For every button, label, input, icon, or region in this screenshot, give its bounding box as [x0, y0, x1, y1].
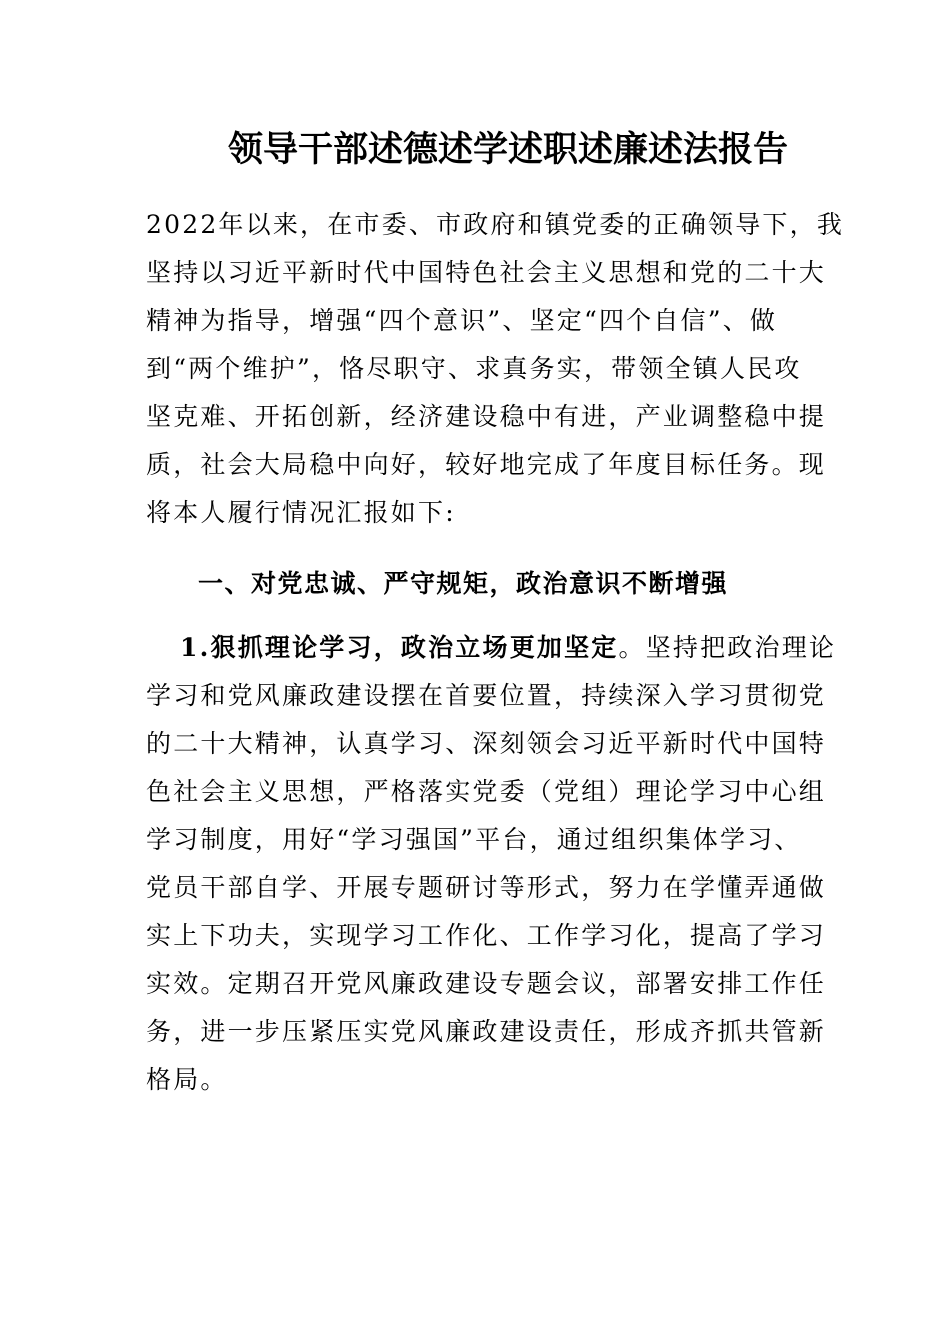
subsection-line: 党员干部自学、开展专题研讨等形式，努力在学懂弄通做 — [146, 873, 827, 902]
intro-line: 2022年以来，在市委、市政府和镇党委的正确领导下，我 — [146, 210, 845, 239]
section-heading: 一、对党忠诚、严守规矩，政治意识不断增强 — [198, 569, 729, 598]
intro-line: 到“两个维护”，恪尽职守、求真务实，带领全镇人民攻 — [146, 354, 802, 383]
subsection-line: 格局。 — [146, 1065, 228, 1094]
subsection-line: 实效。定期召开党风廉政建设专题会议，部署安排工作任 — [146, 969, 827, 998]
intro-line: 精神为指导，增强“四个意识”、坚定“四个自信”、做 — [146, 306, 778, 335]
intro-line: 将本人履行情况汇报如下: — [146, 498, 456, 527]
subsection-line: 的二十大精神，认真学习、深刻领会习近平新时代中国特 — [146, 729, 827, 758]
intro-line: 坚持以习近平新时代中国特色社会主义思想和党的二十大 — [146, 258, 827, 287]
subsection-paragraph — [146, 624, 837, 1104]
intro-paragraph — [146, 201, 845, 537]
subsection-first-line — [146, 624, 837, 672]
intro-line: 坚克难、开拓创新，经济建设稳中有进，产业调整稳中提 — [146, 402, 827, 431]
document-title: 领导干部述德述学述职述廉述法报告 — [228, 129, 789, 170]
subsection-title: 1.狠抓理论学习，政治立场更加坚定 — [180, 633, 619, 662]
subsection-first-text: 。坚持把政治理论 — [618, 633, 837, 662]
intro-line: 质，社会大局稳中向好，较好地完成了年度目标任务。现 — [146, 450, 827, 479]
subsection-line: 色社会主义思想，严格落实党委（党组）理论学习中心组 — [146, 777, 827, 806]
subsection-line: 实上下功夫，实现学习工作化、工作学习化，提高了学习 — [146, 921, 827, 950]
subsection-line: 务，进一步压紧压实党风廉政建设责任，形成齐抓共管新 — [146, 1017, 827, 1046]
subsection-line: 学习和党风廉政建设摆在首要位置，持续深入学习贯彻党 — [146, 681, 827, 710]
subsection-line: 学习制度，用好“学习强国”平台，通过组织集体学习、 — [146, 825, 802, 854]
